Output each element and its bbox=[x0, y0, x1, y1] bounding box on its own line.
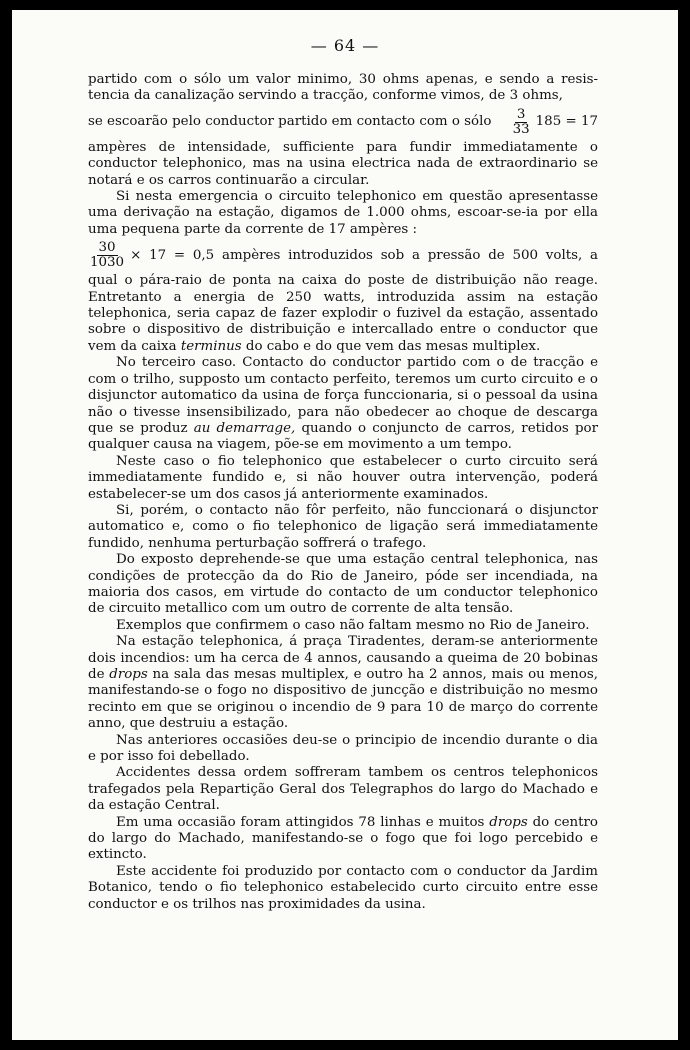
paragraph bbox=[88, 273, 598, 355]
fraction-denominator: 33 bbox=[512, 121, 530, 137]
text: do cabo e do que vem das mesas multiplex. bbox=[245, 338, 541, 354]
paragraph: Neste caso o fio telephonico que estabelecer o curto circuito será immediatamente fundido e, si não houver outra intervenção, poderá estabelecer-se um dos casos já anteriormente examinados. bbox=[88, 453, 598, 502]
italic-term: drops bbox=[109, 667, 148, 682]
fraction-numerator: 3 bbox=[516, 106, 526, 122]
paragraph: Si nesta emergencia o circuito telephonico em questão apresentasse uma derivação na estação, digamos de 1.000 ohms, escoar-se-ia por ella uma pequena parte da corrente de 17 ampères : bbox=[88, 189, 598, 237]
formula-result: 185 = 17 bbox=[535, 114, 598, 130]
text: na sala das mesas multiplex, e outro ha 2 annos, mais ou menos, manifestando-se o fogo no dispositivo de juncção e distribuição no mesmo recinto em que se originou o incendio de 9 para 10 de março do corrente anno, que destruiu a estação. bbox=[88, 667, 598, 732]
paragraph bbox=[88, 72, 598, 105]
paragraph bbox=[88, 815, 598, 864]
text: Em uma occasião foram attingidos 78 linhas e muitos bbox=[116, 814, 485, 830]
fraction-denominator: 1030 bbox=[90, 255, 125, 271]
text-line: tencia da canalização servindo a tracção, conforme vimos, de 3 ohms, bbox=[88, 88, 563, 104]
formula-text: se escoarão pelo conductor partido em contacto com o sólo bbox=[88, 114, 492, 130]
fraction bbox=[88, 241, 126, 270]
paragraph bbox=[88, 355, 598, 453]
text: No terceiro caso. Contacto do conductor partido com o de tracção e com o trilho, supposto um contacto perfeito, teremos um curto circuito e o disjunctor automatico da usina de força funccionaria, si o pessoal da usina não o tivesse insensibilizado, para não obedecer ao choque de descarga que se produz bbox=[88, 355, 598, 436]
fraction bbox=[511, 108, 532, 137]
italic-term: terminus bbox=[180, 338, 242, 354]
document-page bbox=[12, 10, 678, 1040]
body-text bbox=[88, 72, 598, 913]
fraction-numerator: 30 bbox=[98, 240, 116, 256]
italic-term: au demarrage, bbox=[193, 420, 296, 436]
paragraph: Este accidente foi produzido por contacto com o conductor da Jardim Botanico, tendo o fio telephonico estabelecido curto circuito entre esse conductor e os trilhos nas proximidades da usina. bbox=[88, 863, 598, 912]
text: do centro do largo do Machado, manifestando-se o fogo que foi logo percebido e extincto. bbox=[88, 814, 598, 863]
paragraph: ampères de intensidade, sufficiente para fundir immediatamente o conductor telephonico, mas na usina electrica nada de extraordinario se notará e os carros continuarão a circular. bbox=[88, 139, 598, 188]
text: Na estação telephonica, á praça Tiradentes, deram-se anteriormente dois incendios: um ha cerca de 4 annos, causando a queima de 20 bobinas de bbox=[88, 634, 598, 682]
page-number: — 64 — bbox=[310, 36, 380, 55]
italic-term: drops bbox=[489, 814, 528, 830]
paragraph: Exemplos que confirmem o caso não faltam mesmo no Rio de Janeiro. bbox=[116, 617, 590, 633]
text: quando o conjuncto de carros, retidos por qualquer causa na viagem, põe-se em movimento a um tempo. bbox=[88, 420, 599, 453]
formula-line-1 bbox=[88, 108, 598, 137]
text-line: partido com o sólo um valor minimo, 30 ohms apenas, e sendo a resis- bbox=[88, 72, 598, 87]
paragraph: Accidentes dessa ordem soffreram tambem os centros telephonicos trafegados pela Repartição Geral dos Telegraphos do largo do Machado e da estação Central. bbox=[88, 765, 598, 814]
formula-line-2 bbox=[88, 241, 598, 270]
paragraph: Nas anteriores occasiões deu-se o principio de incendio durante o dia e por isso foi debellado. bbox=[88, 732, 598, 765]
paragraph bbox=[88, 634, 598, 732]
paragraph: Do exposto deprehende-se que uma estação central telephonica, nas condições de protecção da do Rio de Janeiro, póde ser incendiada, na maioria dos casos, em virtude do contacto de um conductor telephonico de circuito metallico com um outro de corrente de alta tensão. bbox=[88, 552, 598, 617]
paragraph: Si, porém, o contacto não fôr perfeito, não funccionará o disjunctor automatico e, como o fio telephonico de ligação será immediatamente fundido, nenhuma perturbação soffrerá o trafego. bbox=[88, 502, 598, 551]
text: qual o pára-raio de ponta na caixa do poste de distribuição não reage. Entretanto a energia de 250 watts, introduzida assim na estação telephonica, seria capaz de fazer explodir o fuzivel da estação, assentado sobre o dispositivo de distribuição e intercallado entre o conductor que vem da caixa bbox=[88, 273, 598, 354]
formula-text: × 17 = 0,5 ampères introduzidos sob a pressão de 500 volts, a bbox=[130, 247, 598, 263]
